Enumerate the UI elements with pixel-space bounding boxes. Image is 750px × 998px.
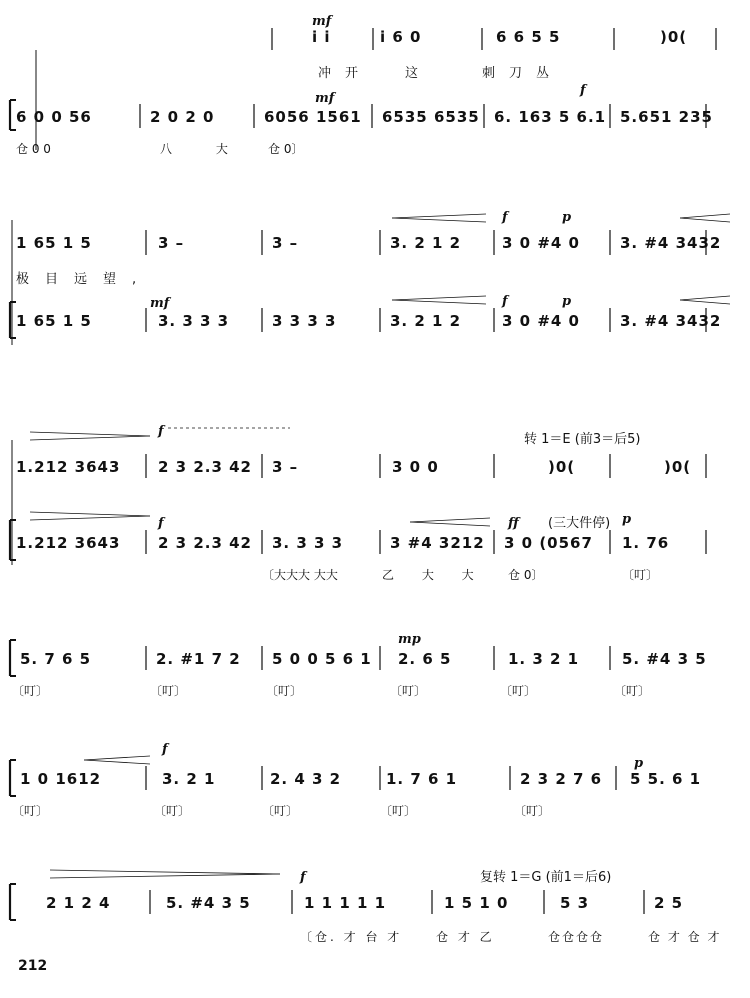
note-group: 3 0 (0567 <box>504 534 593 552</box>
hairpin <box>392 296 486 300</box>
note-group: 5 0 0 5 6 1 <box>272 650 372 668</box>
note-group: 5. 7 6 5 <box>20 650 92 668</box>
hairpin <box>30 436 150 440</box>
dynamic-f: f <box>580 83 586 98</box>
dynamic-mp: mp <box>398 632 421 647</box>
hairpin <box>84 756 150 760</box>
note-group: 3 0 0 <box>392 458 439 476</box>
dynamic-f: f <box>158 516 164 531</box>
note-group: 6535 6535 <box>382 108 480 126</box>
note-group: 2 1 2 4 <box>46 894 111 912</box>
lyric: 极目远望, <box>16 272 153 287</box>
note-group: 3. 2 1 2 <box>390 312 462 330</box>
hairpin <box>680 218 730 222</box>
note-group: 1 0 1612 <box>20 770 102 788</box>
hairpin <box>680 214 730 218</box>
rest-symbol: )0( <box>660 28 688 46</box>
note-group: 3. 3 3 3 <box>158 312 230 330</box>
note-group: 1.212 3643 <box>16 458 121 476</box>
percussion-text: 仓 0 0 <box>16 142 51 156</box>
percussion-text: 八 大 <box>160 142 248 156</box>
note-group: 1 1 1 1 1 <box>304 894 387 912</box>
note-group: 5.651 235 <box>620 108 713 126</box>
dynamic-p: p <box>634 756 644 771</box>
note-group: 2 3 2 7 6 <box>520 770 603 788</box>
note-group: 3 #4 3212 <box>390 534 485 552</box>
dynamic-f: f <box>158 424 164 439</box>
note-group: 2. 6 5 <box>398 650 452 668</box>
note-group: 1. 3 2 1 <box>508 650 580 668</box>
note-group: 3. #4 3432 <box>620 234 722 252</box>
lyric: 这 <box>405 66 419 81</box>
rest-symbol: )0( <box>664 458 692 476</box>
percussion-text: 乙 大 大 <box>382 568 486 582</box>
instrument-note: (三大件停) <box>548 516 611 531</box>
note-group: 3 – <box>158 234 185 252</box>
hairpin <box>30 512 150 516</box>
note-group: 2 5 <box>654 894 684 912</box>
percussion-text: 仓 才 乙 <box>436 930 495 944</box>
note-group: 1 65 1 5 <box>16 312 92 330</box>
percussion-text: 〔叮〕 <box>614 684 651 698</box>
dynamic-f: f <box>502 294 508 309</box>
hairpin <box>410 518 490 522</box>
rest-symbol: )0( <box>548 458 576 476</box>
percussion-text: 〔叮〕 <box>500 684 537 698</box>
note-group: 2 3 2.3 42 <box>158 534 252 552</box>
note-group: 1. 7 6 1 <box>386 770 458 788</box>
note-group: 5 3 <box>560 894 590 912</box>
lyric: 冲开 <box>318 66 373 81</box>
note-group: 2 0 2 0 <box>150 108 215 126</box>
note-group: 5. #4 3 5 <box>622 650 707 668</box>
note-group: 2. 4 3 2 <box>270 770 342 788</box>
dynamic-f: f <box>162 742 168 757</box>
note-group: 3. 3 3 3 <box>272 534 344 552</box>
note-group: 3 – <box>272 458 299 476</box>
note-group: 6056 1561 <box>264 108 362 126</box>
percussion-text: 仓 才 仓 才 <box>648 930 722 944</box>
percussion-text: 〔叮〕 <box>514 804 551 818</box>
dynamic-mf: mf <box>315 91 335 106</box>
note-group: 6 0 0 56 <box>16 108 92 126</box>
percussion-text: 仓 0〕 <box>268 142 304 156</box>
dynamic-p: p <box>562 210 572 225</box>
hairpin <box>680 296 730 300</box>
dynamic-p: p <box>562 294 572 309</box>
note-group: 6 6 5 5 <box>496 28 561 46</box>
dynamic-p: p <box>622 512 632 527</box>
hairpin <box>392 218 486 222</box>
note-group: 3. 2 1 2 <box>390 234 462 252</box>
note-group: i i <box>312 28 331 46</box>
dynamic-f: f <box>502 210 508 225</box>
hairpin <box>680 300 730 304</box>
hairpin <box>392 300 486 304</box>
note-group: 2. #1 7 2 <box>156 650 241 668</box>
percussion-text: 〔叮〕 <box>12 804 49 818</box>
note-group: 1.212 3643 <box>16 534 121 552</box>
dynamic-f: f <box>300 870 306 885</box>
hairpin <box>84 760 150 764</box>
note-group: i 6 0 <box>380 28 422 46</box>
dynamic-mf: mf <box>150 296 170 311</box>
hairpin <box>50 874 280 878</box>
percussion-text: 〔仓. 才 台 才 <box>300 930 403 944</box>
dynamic-mf: mf <box>312 14 332 29</box>
note-group: 3 – <box>272 234 299 252</box>
percussion-text: 仓 0〕 <box>508 568 544 582</box>
lyric: 刺刀丛 <box>482 66 564 81</box>
percussion-text: 〔叮〕 <box>390 684 427 698</box>
note-group: 3 0 #4 0 <box>502 312 580 330</box>
note-group: 2 3 2.3 42 <box>158 458 252 476</box>
note-group: 3 0 #4 0 <box>502 234 580 252</box>
percussion-text: 〔叮〕 <box>150 684 187 698</box>
note-group: 1. 76 <box>622 534 670 552</box>
percussion-text: 仓仓仓仓 <box>548 930 605 944</box>
percussion-text: 〔叮〕 <box>380 804 417 818</box>
note-group: 1 65 1 5 <box>16 234 92 252</box>
note-group: 1 5 1 0 <box>444 894 509 912</box>
percussion-text: 〔叮〕 <box>262 804 299 818</box>
percussion-text: 〔叮〕 <box>622 568 659 582</box>
hairpin <box>30 516 150 520</box>
note-group: 6. 163 5 6.1 <box>494 108 607 126</box>
dynamic-ff: ff <box>508 516 519 531</box>
note-group: 3. #4 3432 <box>620 312 722 330</box>
percussion-text: 〔大大大 大大 <box>262 568 338 582</box>
key-change-label: 复转 1＝G (前1＝后6) <box>480 870 612 885</box>
hairpin <box>50 870 280 874</box>
hairpin <box>30 432 150 436</box>
hairpin <box>392 214 486 218</box>
page-number: 212 <box>18 958 48 974</box>
percussion-text: 〔叮〕 <box>154 804 191 818</box>
note-group: 3. 2 1 <box>162 770 216 788</box>
key-change-label: 转 1＝E (前3＝后5) <box>524 432 641 447</box>
note-group: 3 3 3 3 <box>272 312 337 330</box>
hairpin <box>410 522 490 526</box>
percussion-text: 〔叮〕 <box>266 684 303 698</box>
note-group: 5. #4 3 5 <box>166 894 251 912</box>
percussion-text: 〔叮〕 <box>12 684 49 698</box>
note-group: 5 5. 6 1 <box>630 770 702 788</box>
